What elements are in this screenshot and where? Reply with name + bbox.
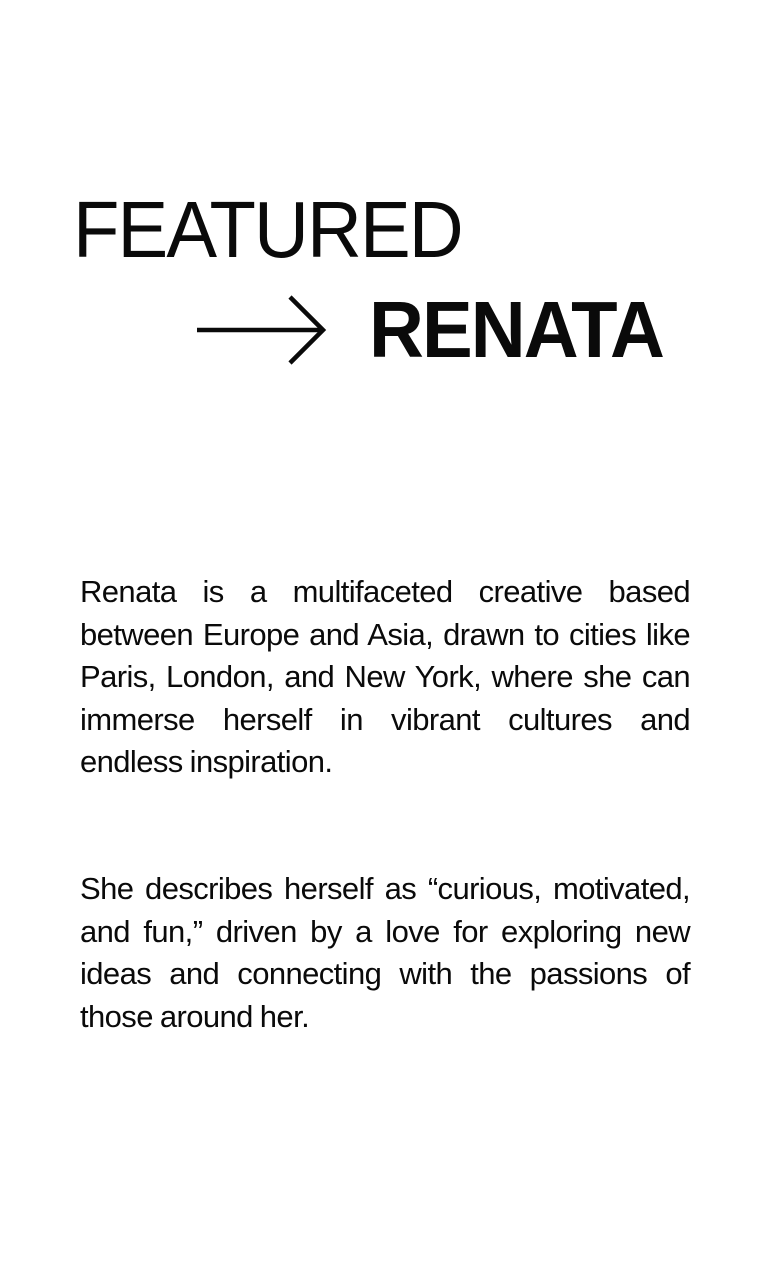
heading-featured: FEATURED (73, 185, 462, 274)
heading-name-row (197, 285, 678, 374)
right-arrow-icon (197, 290, 329, 370)
bio-paragraph-1: Renata is a multifaceted creative based between Europe and Asia, drawn to cities like Paris, London, and New York, where she can immerse herself in vibrant cultures and endless inspiration. (80, 574, 690, 779)
featured-name: RENATA (369, 285, 663, 374)
bio-paragraph-2: She describes herself as “curious, motivated, and fun,” driven by a love for exploring new ideas and connecting with the passions of those around her. (80, 871, 690, 1034)
